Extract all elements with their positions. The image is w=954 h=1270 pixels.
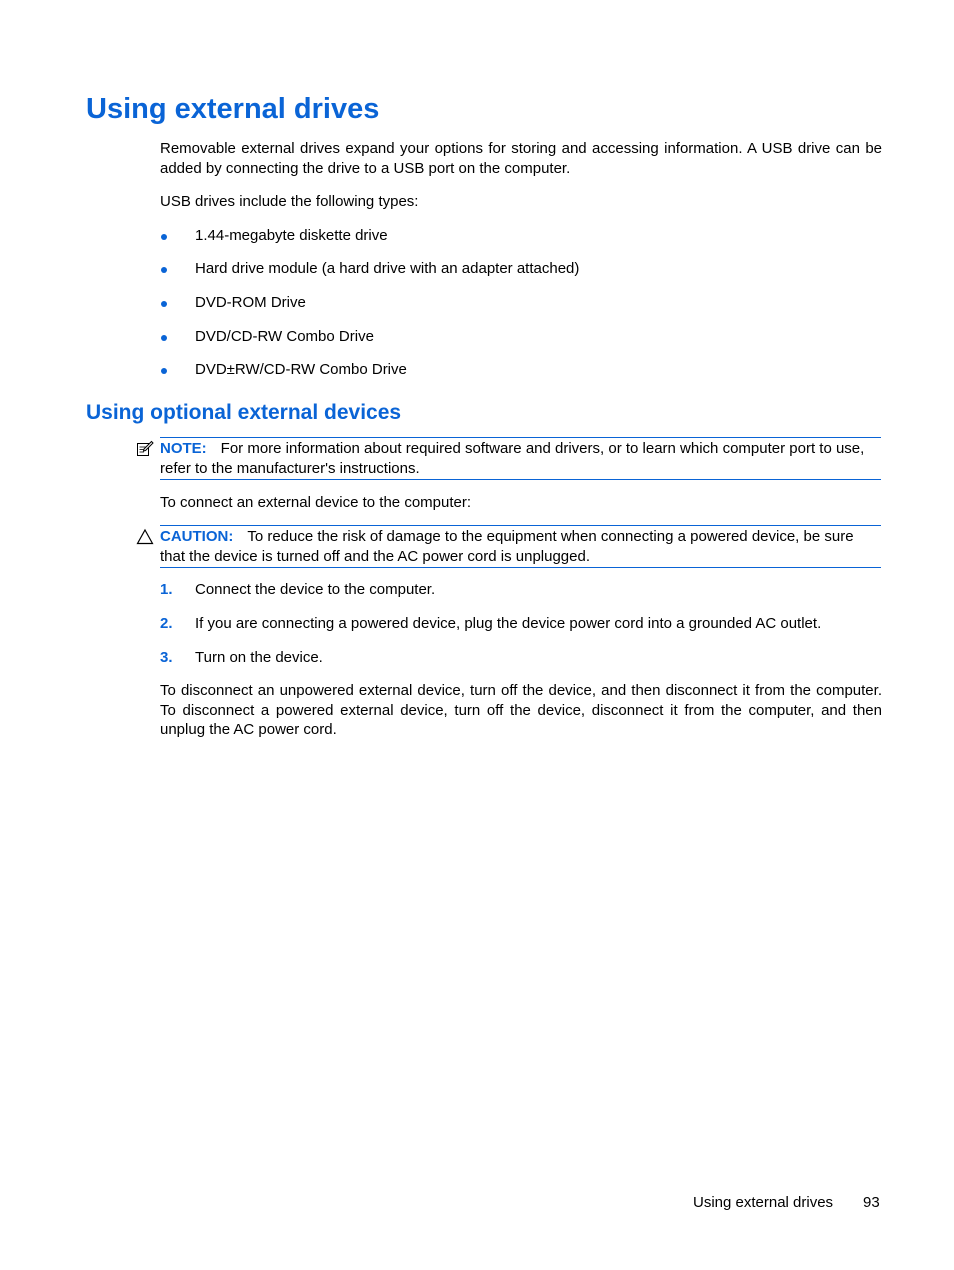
caution-text: To reduce the risk of damage to the equipment when connecting a powered device, be sure that the device is turned off and the AC power cord is unplugged. [160, 528, 854, 565]
types-lead-paragraph: USB drives include the following types: [160, 193, 419, 210]
list-item-text: DVD/CD-RW Combo Drive [195, 328, 374, 345]
step-text: Connect the device to the computer. [195, 581, 436, 598]
list-item [160, 614, 882, 634]
disconnect-paragraph: To disconnect an unpowered external device, turn off the device, and then disconnect it from the computer. To disconnect a powered external device, turn off the device, disconnect it from the computer, and then unplug the AC power cord. [160, 682, 882, 738]
page-title: Using external drives [86, 93, 380, 125]
list-item [160, 360, 882, 380]
bullet-icon [161, 234, 167, 240]
intro-paragraph: Removable external drives expand your options for storing and accessing information. A USB drive can be added by connecting the drive to a USB port on the computer. [160, 140, 882, 177]
step-text: If you are connecting a powered device, plug the device power cord into a grounded AC outlet. [195, 615, 822, 632]
list-item-text: DVD-ROM Drive [195, 294, 306, 311]
warning-triangle-icon [136, 528, 154, 546]
bullet-icon [161, 368, 167, 374]
step-number: 2. [160, 615, 173, 632]
note-callout [160, 437, 881, 480]
list-item [160, 327, 882, 347]
list-item [160, 226, 882, 246]
section-heading: Using optional external devices [86, 401, 402, 424]
connect-lead-paragraph: To connect an external device to the computer: [160, 494, 472, 511]
caution-label: CAUTION: [160, 528, 234, 545]
list-item [160, 580, 882, 600]
list-item [160, 259, 882, 279]
bullet-icon [161, 267, 167, 273]
list-item-text: Hard drive module (a hard drive with an adapter attached) [195, 260, 580, 277]
bullet-icon [161, 335, 167, 341]
note-label: NOTE: [160, 440, 207, 457]
footer-title: Using external drives [693, 1194, 834, 1211]
list-item [160, 293, 882, 313]
list-item-text: DVD±RW/CD-RW Combo Drive [195, 361, 407, 378]
page-number: 93 [863, 1194, 880, 1211]
bullet-icon [161, 301, 167, 307]
list-item-text: 1.44-megabyte diskette drive [195, 227, 388, 244]
note-pencil-icon [136, 440, 154, 458]
note-text: For more information about required software and drivers, or to learn which computer port to use, refer to the manufacturer's instructions. [160, 440, 865, 477]
step-number: 1. [160, 581, 173, 598]
step-text: Turn on the device. [195, 649, 323, 666]
step-number: 3. [160, 649, 173, 666]
caution-callout [160, 525, 881, 568]
list-item [160, 648, 882, 668]
